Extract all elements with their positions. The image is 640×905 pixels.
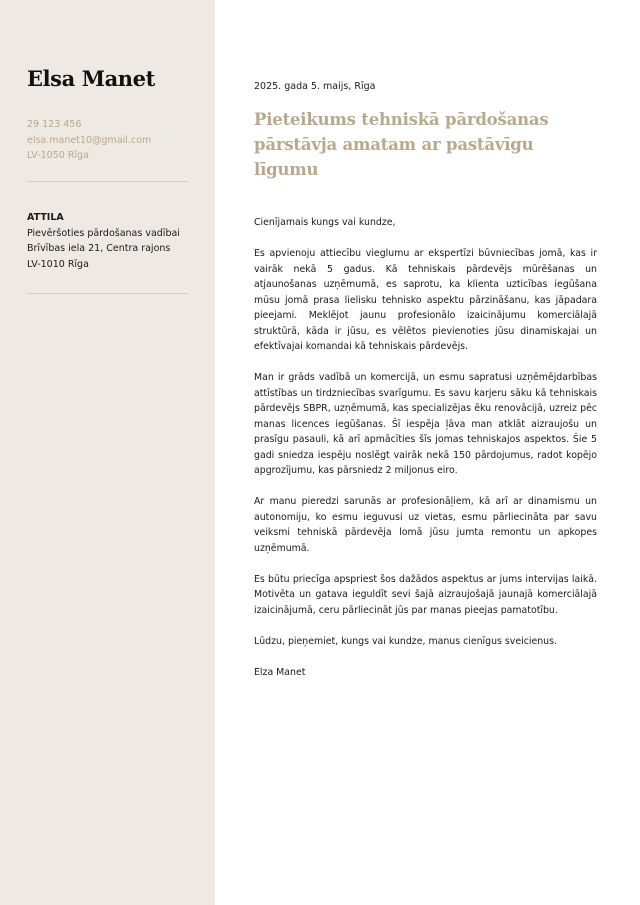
recipient-attention: Pievēršoties pārdošanas vadībai (27, 227, 180, 239)
letter-date: 2025. gada 5. maijs, Rīga (254, 81, 376, 92)
letter-greeting: Cienījamais kungs vai kundze, (254, 217, 396, 228)
sender-postal: LV-1050 Rīga (27, 150, 89, 161)
letter-paragraph: Es apvienoju attiecību vieglumu ar ekspertīzi būvniecības jomā, kas ir vairāk nekā 5 gadus. Kā tehniskais pārdevējs mūrēšanas un atjaunošanas uzņēmumā, es saprotu, ka klienta uzticības iegūšana mūsu jomā prasa lielisku tehnisko aspektu pārzināšanu, kas jāpadara pieejami. Meklējot jaunu profesionālo izaicinājumu komerciālajā struktūrā, kāda ir jūsu, es vēlētos pievienoties jūsu dinamiskajai un efektīvajai komandai kā tehniskais pārdevējs. (254, 248, 597, 352)
recipient-street: Brīvības iela 21, Centra rajons (27, 243, 171, 254)
sidebar (0, 0, 215, 905)
sidebar-divider (27, 293, 188, 294)
recipient-postal: LV-1010 Rīga (27, 258, 89, 270)
letter-signature: Elza Manet (254, 666, 306, 678)
recipient-company: ATTILA (27, 212, 64, 223)
letter-paragraph: Es būtu priecīga apspriest šos dažādos aspektus ar jums intervijas laikā. Motivēta un gatava ieguldīt sevi šajā aizraujošajā jaunajā komerciālajā izaicinājumā, ceru pārliecināt jūs par manas pieejas pamatotību. (254, 573, 597, 616)
sidebar-divider (27, 181, 188, 182)
recipient-address (27, 210, 180, 272)
letter-subject: Pieteikums tehniskā pārdošanas pārstāvja amatam ar pastāvīgu līgumu (254, 110, 549, 179)
sender-email: elsa.manet10@gmail.com (27, 134, 152, 146)
sender-name: Elsa Manet (27, 66, 155, 91)
letter-body (254, 80, 597, 696)
sender-contact (27, 117, 151, 164)
letter-closing: Lūdzu, pieņemiet, kungs vai kundze, manus cienīgus sveicienus. (254, 635, 557, 647)
sender-phone: 29 123 456 (27, 119, 82, 130)
letter-paragraph: Man ir grāds vadībā un komercijā, un esmu sapratusi uzņēmējdarbības attīstības un tirdzniecības svarīgumu. Es savu karjeru sāku kā tehniskais pārdevējs SBPR, uzņēmumā, kas specializējas ēku renovācijā, uzreiz pēc manas licences iegūšanas. Šī iespēja ļāva man atklāt aizraujošu un prasīgu pasauli, kā arī apmācīties šīs jomas tehniskajos aspektos. Šie 5 gadi sniedza iespēju noslēgt vairāk nekā 150 pārdojumus, radot kopējo apgrozījumu, kas pārsniedz 2 miljonus eiro. (254, 372, 597, 476)
letter-paragraph: Ar manu pieredzi sarunās ar profesionāļiem, kā arī ar dinamismu un autonomiju, ko esmu ieguvusi uz vietas, esmu pārliecināta par savu veiksmi tehniskā pārdevēja lomā jūsu jumta remontu un apkopes uzņēmumā. (254, 496, 597, 554)
letter-text (254, 215, 597, 680)
